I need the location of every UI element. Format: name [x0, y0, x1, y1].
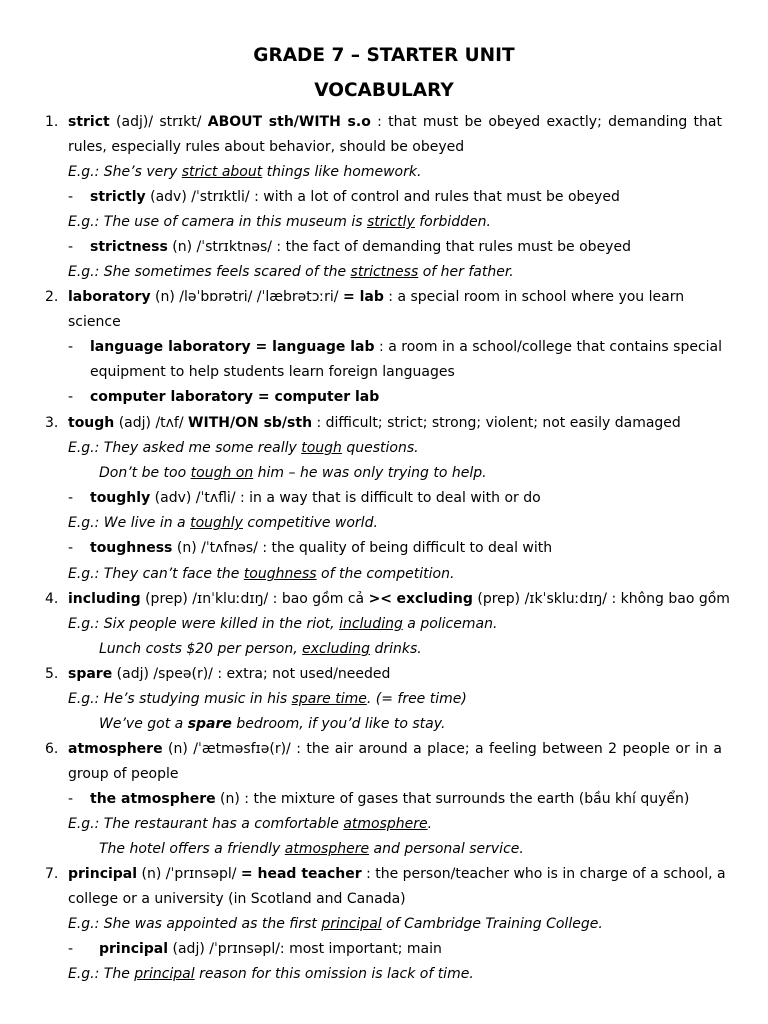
text-run: a policeman. [402, 616, 498, 632]
underlined-term: principal [134, 966, 195, 982]
text-run: and personal service. [369, 841, 524, 857]
subentry-line [90, 388, 379, 406]
entry-line [68, 740, 722, 758]
entry-number: 7. [45, 866, 59, 882]
entry-line [68, 288, 684, 306]
example-line [68, 815, 432, 833]
bold-term: tough [68, 415, 115, 431]
underlined-term: atmosphere [284, 841, 370, 857]
text-run: E.g.: The restaurant has a comfortable [68, 816, 344, 832]
subentry-line [90, 188, 620, 206]
text-run: (prep) /ɪkˈskluːdɪŋ/ : không bao gồm [472, 591, 730, 607]
bullet-dash: - [68, 791, 74, 807]
bold-term: toughness [90, 540, 173, 556]
bullet-dash: - [68, 239, 74, 255]
example-line [68, 965, 474, 983]
bold-term: >< [368, 591, 393, 607]
bullet-dash: - [68, 389, 74, 405]
example-line [68, 915, 603, 933]
example-line [68, 213, 491, 231]
example-line [99, 640, 422, 658]
text-run: (n) /ˈstrɪktnəs/ : the fact of demanding that rules must be obeyed [167, 239, 631, 255]
entry-line [68, 865, 726, 883]
text-run: college or a university (in Scotland and Canada) [68, 891, 406, 907]
bold-term: strictness [90, 239, 168, 255]
text-run: (adj) /tʌf/ [114, 415, 189, 431]
bold-term: laboratory [68, 289, 151, 305]
bold-term: principal [99, 941, 169, 957]
text-run: forbidden. [414, 214, 491, 230]
bold-term: atmosphere [68, 741, 163, 757]
bold-term: strictly [90, 189, 146, 205]
text-run: (n) /ˈtʌfnəs/ : the quality of being difficult to deal with [172, 540, 553, 556]
text-run: reason for this omission is lack of time. [194, 966, 474, 982]
text-run: E.g.: The use of camera in this museum is [68, 214, 367, 230]
text-line [68, 313, 121, 331]
entry-line [68, 665, 390, 683]
text-run: equipment to help students learn foreign languages [90, 364, 455, 380]
text-run: (n) : the mixture of gases that surrounds the earth (bầu khí quyển) [215, 791, 690, 807]
example-line [68, 514, 378, 532]
document-title: GRADE 7 – STARTER UNIT [253, 45, 515, 66]
text-run: Lunch costs $20 per person, [99, 641, 303, 657]
entry-number: 2. [45, 289, 59, 305]
bold-term: spare [68, 666, 113, 682]
text-run: (prep) /ɪnˈkluːdɪŋ/ : bao gồm cả [140, 591, 369, 607]
underlined-term: excluding [302, 641, 371, 657]
entry-line [68, 414, 681, 432]
entry-line [68, 590, 730, 608]
text-run: of the competition. [316, 566, 455, 582]
example-line [99, 715, 445, 733]
bullet-dash: - [68, 941, 74, 957]
text-run: questions. [341, 440, 419, 456]
entry-number: 4. [45, 591, 59, 607]
example-line [68, 439, 419, 457]
text-run: Don’t be too [99, 465, 191, 481]
text-run: The hotel offers a friendly [99, 841, 285, 857]
text-run: E.g.: They can’t face the [68, 566, 244, 582]
text-run: (n) /ləˈbɒrətri/ /ˈlæbrətɔːri/ [150, 289, 343, 305]
text-run: E.g.: We live in a [68, 515, 191, 531]
example-line [68, 615, 497, 633]
underlined-term: principal [321, 916, 382, 932]
text-run: We’ve got a [99, 716, 188, 732]
example-line [99, 840, 524, 858]
bold-term: including [68, 591, 141, 607]
text-run: : a room in a school/college that contains special [374, 339, 722, 355]
example-line [99, 464, 487, 482]
entry-number: 5. [45, 666, 59, 682]
bullet-dash: - [68, 540, 74, 556]
bold-term: excluding [396, 591, 473, 607]
subentry-line [90, 539, 552, 557]
underlined-term: tough on [190, 465, 254, 481]
example-line [68, 163, 421, 181]
underlined-term: strictness [350, 264, 419, 280]
bold-term: toughly [90, 490, 151, 506]
text-run: E.g.: They asked me some really [68, 440, 302, 456]
text-run: : that must be obeyed exactly; demanding that [370, 114, 722, 130]
example-line [68, 690, 467, 708]
text-run: E.g.: The [68, 966, 135, 982]
text-run: E.g.: She sometimes feels scared of the [68, 264, 351, 280]
text-line [68, 890, 406, 908]
text-line [68, 765, 179, 783]
underlined-term: strict about [181, 164, 263, 180]
bold-term: language laboratory = language lab [90, 339, 375, 355]
text-run: drinks. [370, 641, 422, 657]
text-run: : a special room in school where you learn [383, 289, 685, 305]
underlined-term: toughness [243, 566, 317, 582]
text-run: E.g.: Six people were killed in the riot, [68, 616, 340, 632]
bullet-dash: - [68, 189, 74, 205]
text-run: (adv) /ˈtʌfli/ : in a way that is difficult to deal with or do [150, 490, 541, 506]
bold-term: computer laboratory = computer lab [90, 389, 380, 405]
text-run: . (= free time) [366, 691, 467, 707]
example-line [68, 263, 514, 281]
bold-term: = head teacher [240, 866, 362, 882]
subentry-line [90, 489, 541, 507]
text-run: (adj) /ˈprɪnsəpl/: most important; main [168, 941, 442, 957]
text-run: rules, especially rules about behavior, should be obeyed [68, 139, 465, 155]
text-run: science [68, 314, 121, 330]
example-line [68, 565, 454, 583]
text-run: bedroom, if you’d like to stay. [231, 716, 446, 732]
text-run: . [427, 816, 433, 832]
text-run: (n) /ˈprɪnsəpl/ [137, 866, 241, 882]
underlined-term: including [339, 616, 403, 632]
underlined-term: toughly [190, 515, 243, 531]
text-run: : the person/teacher who is in charge of a school, a [361, 866, 726, 882]
underlined-term: strictly [367, 214, 415, 230]
subentry-line [90, 790, 689, 808]
text-run: group of people [68, 766, 179, 782]
text-run: E.g.: He’s studying music in his [68, 691, 292, 707]
text-run: of Cambridge Training College. [381, 916, 603, 932]
underlined-term: atmosphere [343, 816, 428, 832]
text-run: competitive world. [242, 515, 378, 531]
text-run: (adj) /speə(r)/ : extra; not used/needed [112, 666, 391, 682]
bold-term: spare [187, 716, 232, 732]
entry-line [68, 113, 722, 131]
text-run: (adj)/ strɪkt/ [109, 114, 208, 130]
entry-number: 6. [45, 741, 59, 757]
subentry-line [90, 238, 631, 256]
entry-number: 1. [45, 114, 59, 130]
text-run: E.g.: She was appointed as the first [68, 916, 322, 932]
subentry-line [90, 338, 722, 356]
text-line [68, 138, 464, 156]
text-run: (adv) /ˈstrɪktli/ : with a lot of control and rules that must be obeyed [145, 189, 620, 205]
bold-term: ABOUT sth/WITH s.o [207, 114, 371, 130]
text-run: E.g.: She’s very [68, 164, 182, 180]
document-subtitle: VOCABULARY [314, 80, 454, 101]
subentry-line [99, 940, 442, 958]
text-run: : difficult; strict; strong; violent; not easily damaged [312, 415, 681, 431]
text-run: things like homework. [262, 164, 422, 180]
underlined-term: tough [301, 440, 342, 456]
bold-term: = lab [342, 289, 384, 305]
bold-term: the atmosphere [90, 791, 216, 807]
underlined-term: spare time [291, 691, 367, 707]
bold-term: strict [68, 114, 110, 130]
bullet-dash: - [68, 490, 74, 506]
text-line [90, 363, 455, 381]
text-run: him – he was only trying to help. [253, 465, 487, 481]
text-run: of her father. [418, 264, 514, 280]
text-run: (n) /ˈætməsfɪə(r)/ : the air around a place; a feeling between 2 people or in a [162, 741, 722, 757]
bold-term: principal [68, 866, 138, 882]
entry-number: 3. [45, 415, 59, 431]
bold-term: WITH/ON sb/sth [188, 415, 313, 431]
bullet-dash: - [68, 339, 74, 355]
